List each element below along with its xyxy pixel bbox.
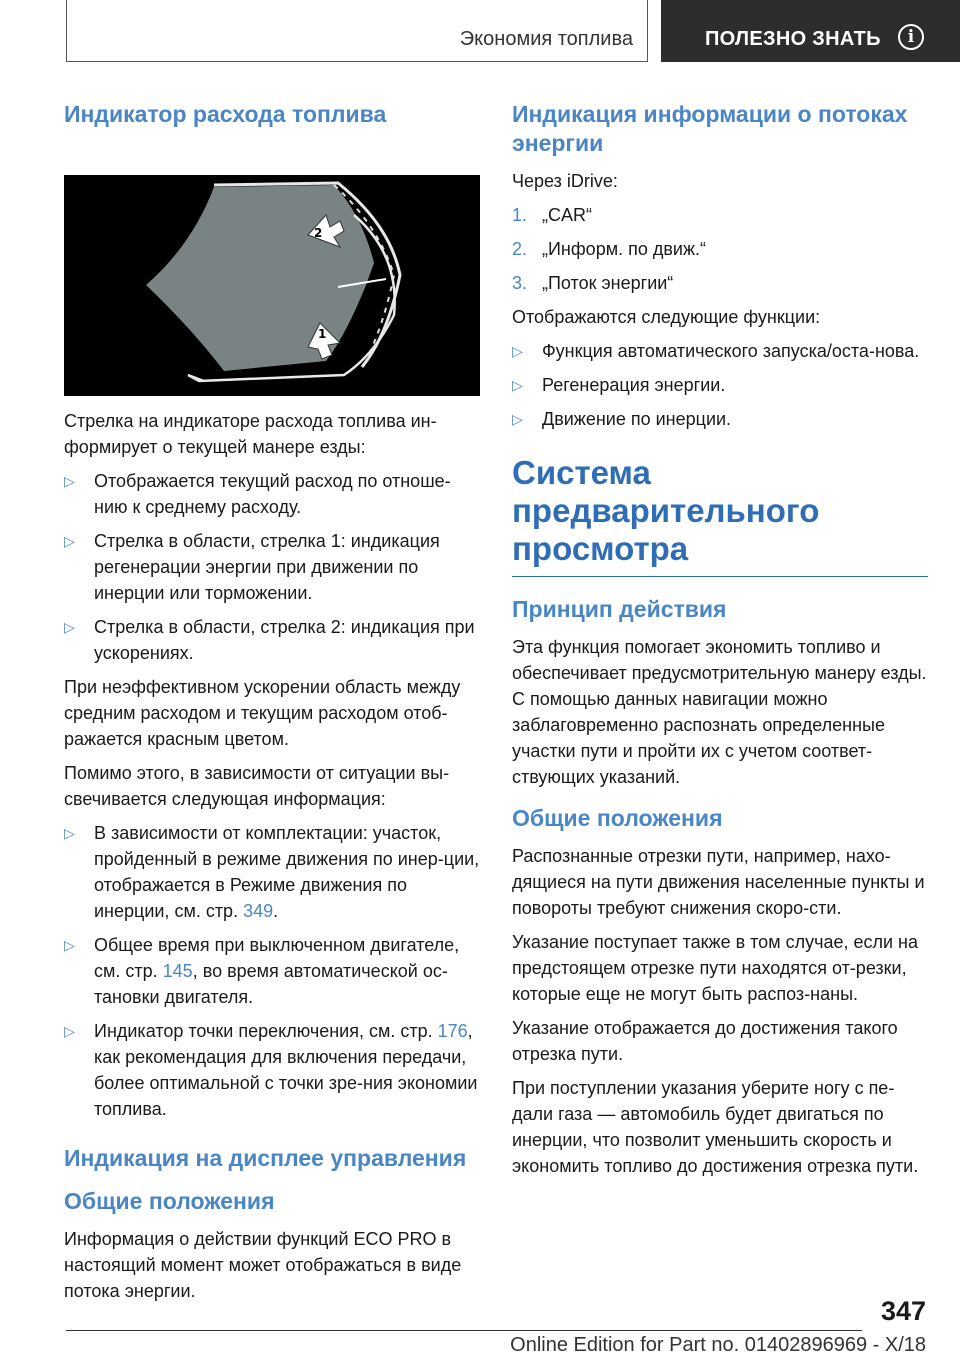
idrive-steps xyxy=(512,202,928,296)
additional-info-text: Помимо этого, в зависимости от ситуации вы-свечивается следующая информация: xyxy=(64,763,450,809)
additional-info-list xyxy=(64,820,480,1122)
heading-preview-system: Система предварительного просмотра xyxy=(512,454,820,567)
info-icon: i xyxy=(898,24,924,50)
heading-energy-flow: Индикация информации о потоках энергии xyxy=(512,101,908,156)
via-idrive-text: Через iDrive: xyxy=(512,171,618,191)
left-column xyxy=(64,100,480,1312)
list-item: ▷ В зависимости от комплектации: участок, пройденный в режиме движения по инер-ции, отображается в Режиме движения по инерции, см. стр. 349. xyxy=(64,820,480,924)
functions-shown-text: Отображаются следующие функции: xyxy=(512,307,821,327)
heading-divider xyxy=(512,576,928,577)
list-item: 3. „Поток энергии“ xyxy=(512,273,674,293)
fuel-gauge-image xyxy=(64,175,480,396)
heading-fuel-indicator: Индикатор расхода топлива xyxy=(64,101,387,127)
list-item: 2. „Информ. по движ.“ xyxy=(512,239,706,259)
heading-general-provisions-2: Общие положения xyxy=(512,805,723,831)
footer-edition: Online Edition for Part no. 01402896969 - X/18 xyxy=(510,1334,926,1356)
functions-list xyxy=(512,338,928,432)
fuel-indicator-description: Стрелка на индикаторе расхода топлива ин-формирует о текущей манере езды: xyxy=(64,411,437,457)
list-item: ▷ Функция автоматического запуска/оста-нова. xyxy=(512,338,928,364)
page-number: 347 xyxy=(880,1296,926,1326)
general-text-1: Распознанные отрезки пути, например, нахо-дящиеся на пути движения населенные пункты и повороты требуют снижения скоро-сти. xyxy=(512,846,925,918)
list-item: ▷ Индикатор точки переключения, см. стр. 176, как рекомендация для включения передачи, более оптимальной с точки зре-ния экономии топлива. xyxy=(64,1018,480,1122)
general-text-2: Указание поступает также в том случае, если на предстоящем отрезке пути находятся от-резки, которые еще не могут быть распоз-наны. xyxy=(512,932,918,1004)
list-item: ▷ Стрелка в области, стрелка 2: индикация при ускорениях. xyxy=(64,614,480,666)
heading-display-indication: Индикация на дисплее управления xyxy=(64,1145,467,1171)
header-section-box xyxy=(66,0,648,62)
fuel-gauge-illustration xyxy=(64,175,480,396)
list-item: ▷ Регенерация энергии. xyxy=(512,372,928,398)
principle-text: Эта функция помогает экономить топливо и обеспечивает предусмотрительную манеру езды. С помощью данных навигации можно заблаговременно распознать определенные участки пути и пройти их с учетом соответ-ствующих указаний. xyxy=(512,637,927,787)
general-text-3: Указание отображается до достижения такого отрезка пути. xyxy=(512,1018,898,1064)
right-column xyxy=(512,100,928,1187)
page-link-176[interactable]: 176 xyxy=(437,1021,468,1041)
footer-divider xyxy=(66,1330,862,1331)
header-chapter-box xyxy=(661,0,960,62)
list-item: ▷ Общее время при выключенном двигателе, см. стр. 145, во время автоматической ос-тановки двигателя. xyxy=(64,932,480,1010)
general-text-4: При поступлении указания уберите ногу с пе-дали газа — автомобиль будет двигаться по инерции, что позволит уменьшить скорость и экономить топливо до достижения отрезка пути. xyxy=(512,1078,919,1176)
list-item: ▷ Отображается текущий расход по отноше-нию к среднему расходу. xyxy=(64,468,480,520)
list-item: 1. „CAR“ xyxy=(512,205,592,225)
svg-text:1: 1 xyxy=(318,327,327,341)
svg-text:2: 2 xyxy=(314,226,323,240)
list-item: ▷ Стрелка в области, стрелка 1: индикация регенерации энергии при движении по инерции или торможении. xyxy=(64,528,480,606)
page-link-349[interactable]: 349 xyxy=(243,901,274,921)
list-item: ▷ Движение по инерции. xyxy=(512,406,928,432)
header-section-title: Экономия топлива xyxy=(459,28,633,50)
heading-principle: Принцип действия xyxy=(512,596,727,622)
page-link-145[interactable]: 145 xyxy=(162,961,193,981)
heading-general-provisions: Общие положения xyxy=(64,1188,275,1214)
eco-pro-text: Информация о действии функций ECO PRO в настоящий момент может отображаться в виде потока энергии. xyxy=(64,1229,462,1301)
header-chapter-title: ПОЛЕЗНО ЗНАТЬ xyxy=(705,28,881,50)
fuel-indicator-list xyxy=(64,468,480,666)
inefficient-acceleration-text: При неэффективном ускорении область между средним расходом и текущим расходом отоб-ражается красным цветом. xyxy=(64,677,461,749)
